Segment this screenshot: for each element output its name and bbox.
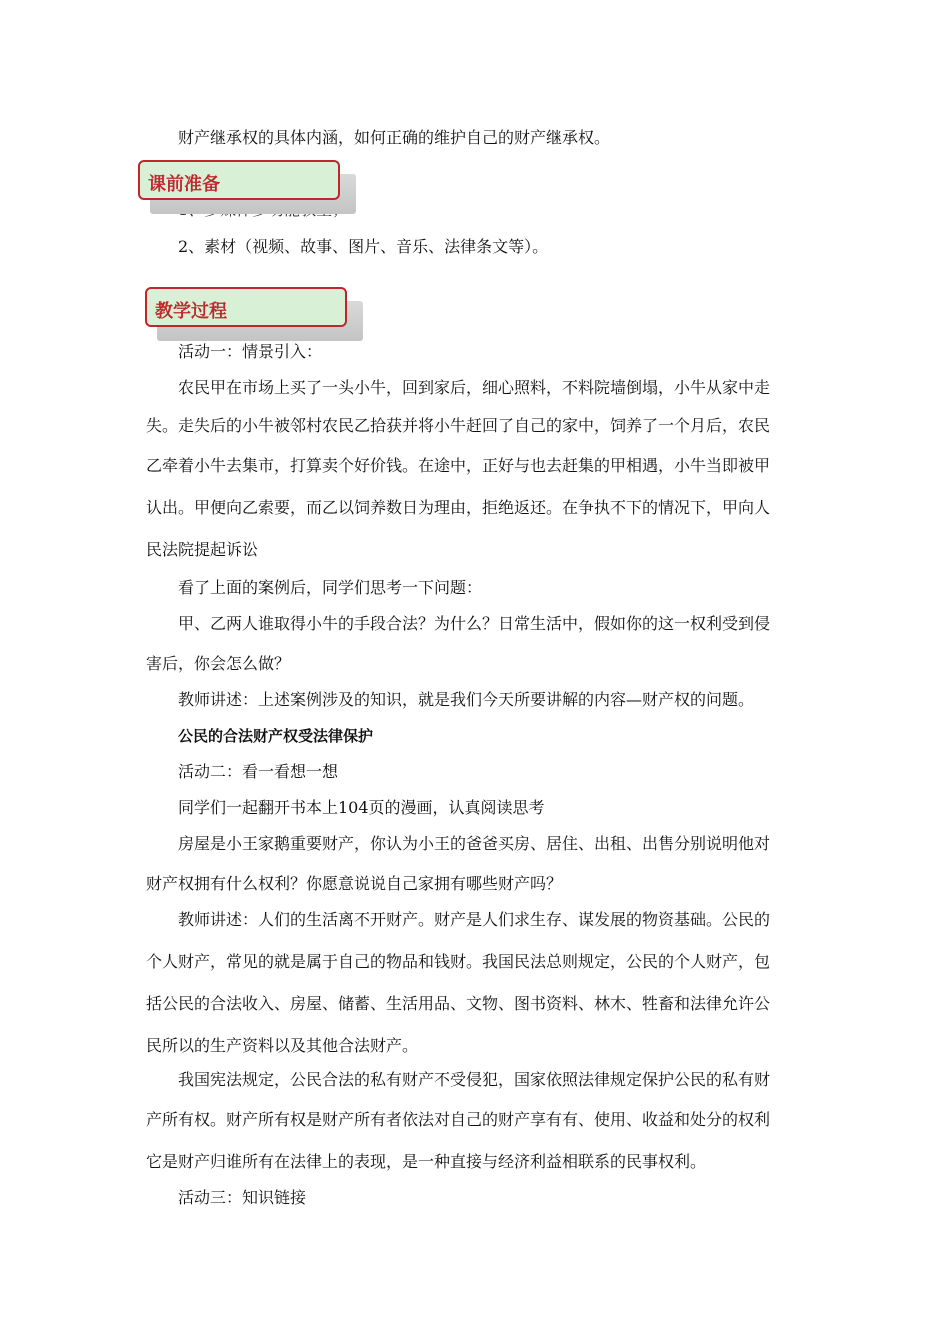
paragraph-line: 括公民的合法收入、房屋、储蓄、生活用品、文物、图书资料、林木、牲畜和法律允许公 — [146, 994, 771, 1013]
paragraph-line: 活动三：知识链接 — [178, 1188, 307, 1207]
paragraph-line: 农民甲在市场上买了一头小牛，回到家后，细心照料，不料院墙倒塌，小牛从家中走 — [178, 378, 771, 397]
paragraph-line: 活动一：情景引入： — [178, 342, 323, 361]
paragraph-line: 甲、乙两人谁取得小牛的手段合法？为什么？日常生活中，假如你的这一权利受到侵 — [178, 614, 771, 633]
heading-process-title: 教学过程 — [155, 301, 227, 322]
paragraph-line: 看了上面的案例后，同学们思考一下问题： — [178, 578, 483, 597]
subheading: 公民的合法财产权受法律保护 — [178, 727, 374, 745]
paragraph-line: 教师讲述：人们的生活离不开财产。财产是人们求生存、谋发展的物资基础。公民的 — [178, 910, 771, 929]
heading-prep — [138, 160, 358, 220]
paragraph-line: 个人财产，常见的就是属于自己的物品和钱财。我国民法总则规定，公民的个人财产，包 — [146, 952, 771, 971]
paragraph-line: 乙牵着小牛去集市，打算卖个好价钱。在途中，正好与也去赶集的甲相遇，小牛当即被甲 — [146, 456, 771, 475]
paragraph-line: 活动二：看一看想一想 — [178, 762, 339, 781]
paragraph-line: 害后，你会怎么做？ — [146, 654, 291, 673]
heading-process — [145, 287, 365, 347]
intro-line: 财产继承权的具体内涵，如何正确的维护自己的财产继承权。 — [178, 128, 611, 147]
paragraph-line: 财产权拥有什么权利？你愿意说说自己家拥有哪些财产吗？ — [146, 874, 563, 893]
paragraph-line: 民法院提起诉讼 — [146, 540, 259, 559]
paragraph-line: 同学们一起翻开书本上104页的漫画，认真阅读思考 — [178, 798, 545, 817]
paragraph-line: 民所以的生产资料以及其他合法财产。 — [146, 1036, 419, 1055]
paragraph-line: 房屋是小王家鹅重要财产，你认为小王的爸爸买房、居住、出租、出售分别说明他对 — [178, 834, 771, 853]
paragraph-line: 失。走失后的小牛被邻村农民乙拾获并将小牛赶回了自己的家中，饲养了一个月后，农民 — [146, 416, 771, 435]
paragraph-line: 产所有权。财产所有权是财产所有者依法对自己的财产享有有、使用、收益和处分的权利 — [146, 1110, 771, 1129]
paragraph-line: 它是财产归谁所有在法律上的表现，是一种直接与经济利益相联系的民事权利。 — [146, 1152, 707, 1171]
heading-prep-title: 课前准备 — [148, 174, 220, 195]
paragraph-line: 我国宪法规定，公民合法的私有财产不受侵犯，国家依照法律规定保护公民的私有财 — [178, 1070, 771, 1089]
paragraph-line: 认出。甲便向乙索要，而乙以饲养数日为理由，拒绝返还。在争执不下的情况下，甲向人 — [146, 498, 771, 517]
prep-item-2: 2、素材（视频、故事、图片、音乐、法律条文等）。 — [178, 237, 549, 256]
paragraph-line: 教师讲述：上述案例涉及的知识，就是我们今天所要讲解的内容—财产权的问题。 — [178, 690, 755, 709]
